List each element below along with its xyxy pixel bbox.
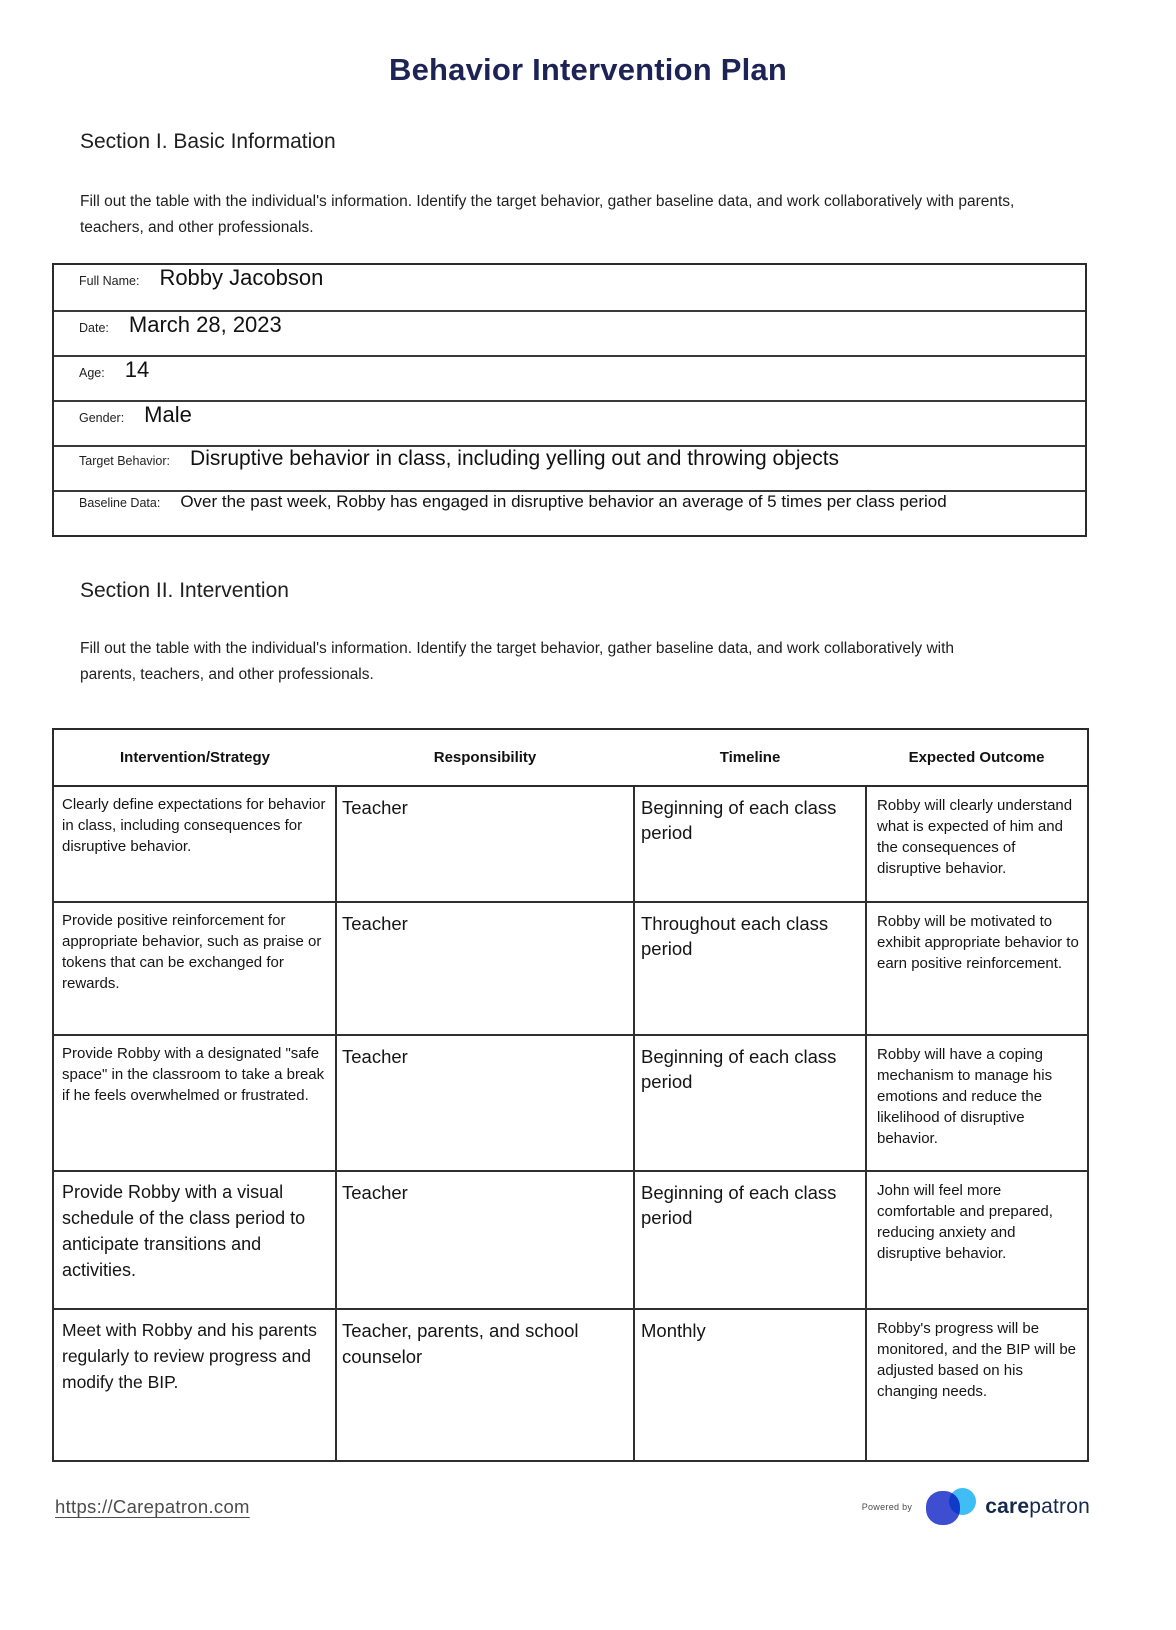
cell-strategy: Clearly define expectations for behavior in class, including consequences for disruptive behavior. (53, 786, 336, 902)
field-row-baseline-data (54, 490, 1085, 535)
cell-strategy: Provide Robby with a visual schedule of the class period to anticipate transitions and activities. (53, 1171, 336, 1309)
field-label: Target Behavior: (79, 454, 171, 468)
footer (0, 1487, 1176, 1527)
powered-by-block (862, 1487, 1090, 1527)
logo-blob-light-icon (949, 1488, 976, 1515)
cell-outcome: Robby will clearly understand what is expected of him and the consequences of disruptive behavior. (866, 786, 1088, 902)
section-1-instructions: Fill out the table with the individual's information. Identify the target behavior, gather baseline data, and work collaboratively with parents, teachers, and other professionals. (80, 193, 1015, 236)
field-row-full-name (54, 265, 1085, 310)
powered-by-label: Powered by (861, 1502, 913, 1512)
field-value: Male (144, 402, 192, 427)
cell-responsibility: Teacher, parents, and school counselor (336, 1309, 634, 1461)
brand-wordmark (985, 1495, 1090, 1519)
section-2-heading: Section II. Intervention (80, 579, 289, 602)
field-row-age (54, 355, 1085, 400)
table-row (53, 1171, 1088, 1309)
column-header-outcome: Expected Outcome (866, 729, 1088, 786)
cell-responsibility: Teacher (336, 1035, 634, 1171)
brand-text-care: care (985, 1495, 1030, 1518)
cell-timeline: Beginning of each class period (634, 786, 866, 902)
cell-outcome: Robby's progress will be monitored, and the BIP will be adjusted based on his changing needs. (866, 1309, 1088, 1461)
table-row (53, 786, 1088, 902)
cell-responsibility: Teacher (336, 902, 634, 1035)
table-row (53, 902, 1088, 1035)
section-1-heading: Section I. Basic Information (80, 130, 336, 153)
table-header-row (53, 729, 1088, 786)
cell-responsibility: Teacher (336, 1171, 634, 1309)
basic-info-table (52, 263, 1087, 537)
cell-outcome: John will feel more comfortable and prepared, reducing anxiety and disruptive behavior. (866, 1171, 1088, 1309)
column-header-timeline: Timeline (634, 729, 866, 786)
column-header-responsibility: Responsibility (336, 729, 634, 786)
cell-timeline: Monthly (634, 1309, 866, 1461)
cell-outcome: Robby will have a coping mechanism to manage his emotions and reduce the likelihood of disruptive behavior. (866, 1035, 1088, 1171)
field-value: Disruptive behavior in class, including yelling out and throwing objects (190, 447, 840, 470)
cell-timeline: Throughout each class period (634, 902, 866, 1035)
field-value: Robby Jacobson (159, 265, 324, 290)
column-header-strategy: Intervention/Strategy (53, 729, 336, 786)
cell-strategy: Meet with Robby and his parents regularly to review progress and modify the BIP. (53, 1309, 336, 1461)
table-row (53, 1309, 1088, 1461)
cell-timeline: Beginning of each class period (634, 1035, 866, 1171)
field-label: Baseline Data: (79, 496, 161, 510)
field-row-gender (54, 400, 1085, 445)
field-value: March 28, 2023 (128, 312, 282, 337)
field-label: Age: (79, 366, 105, 380)
table-row (53, 1035, 1088, 1171)
cell-timeline: Beginning of each class period (634, 1171, 866, 1309)
field-value: 14 (124, 357, 150, 382)
field-label: Gender: (79, 411, 125, 425)
field-value: Over the past week, Robby has engaged in disruptive behavior an average of 5 times per class period (180, 492, 947, 511)
carepatron-logo-icon (926, 1487, 978, 1527)
intervention-table (52, 728, 1089, 1462)
page-title: Behavior Intervention Plan (389, 52, 787, 87)
brand-text-patron: patron (1029, 1495, 1090, 1518)
section-2-instructions: Fill out the table with the individual's information. Identify the target behavior, gather baseline data, and work collaboratively with parents, teachers, and other professionals. (80, 640, 955, 683)
cell-responsibility: Teacher (336, 786, 634, 902)
cell-outcome: Robby will be motivated to exhibit appropriate behavior to earn positive reinforcement. (866, 902, 1088, 1035)
cell-strategy: Provide Robby with a designated "safe space" in the classroom to take a break if he feels overwhelmed or frustrated. (53, 1035, 336, 1171)
footer-link[interactable]: https://Carepatron.com (55, 1496, 250, 1517)
field-row-target-behavior (54, 445, 1085, 490)
field-label: Full Name: (79, 274, 140, 288)
cell-strategy: Provide positive reinforcement for appropriate behavior, such as praise or tokens that can be exchanged for rewards. (53, 902, 336, 1035)
field-row-date (54, 310, 1085, 355)
field-label: Date: (79, 321, 109, 335)
